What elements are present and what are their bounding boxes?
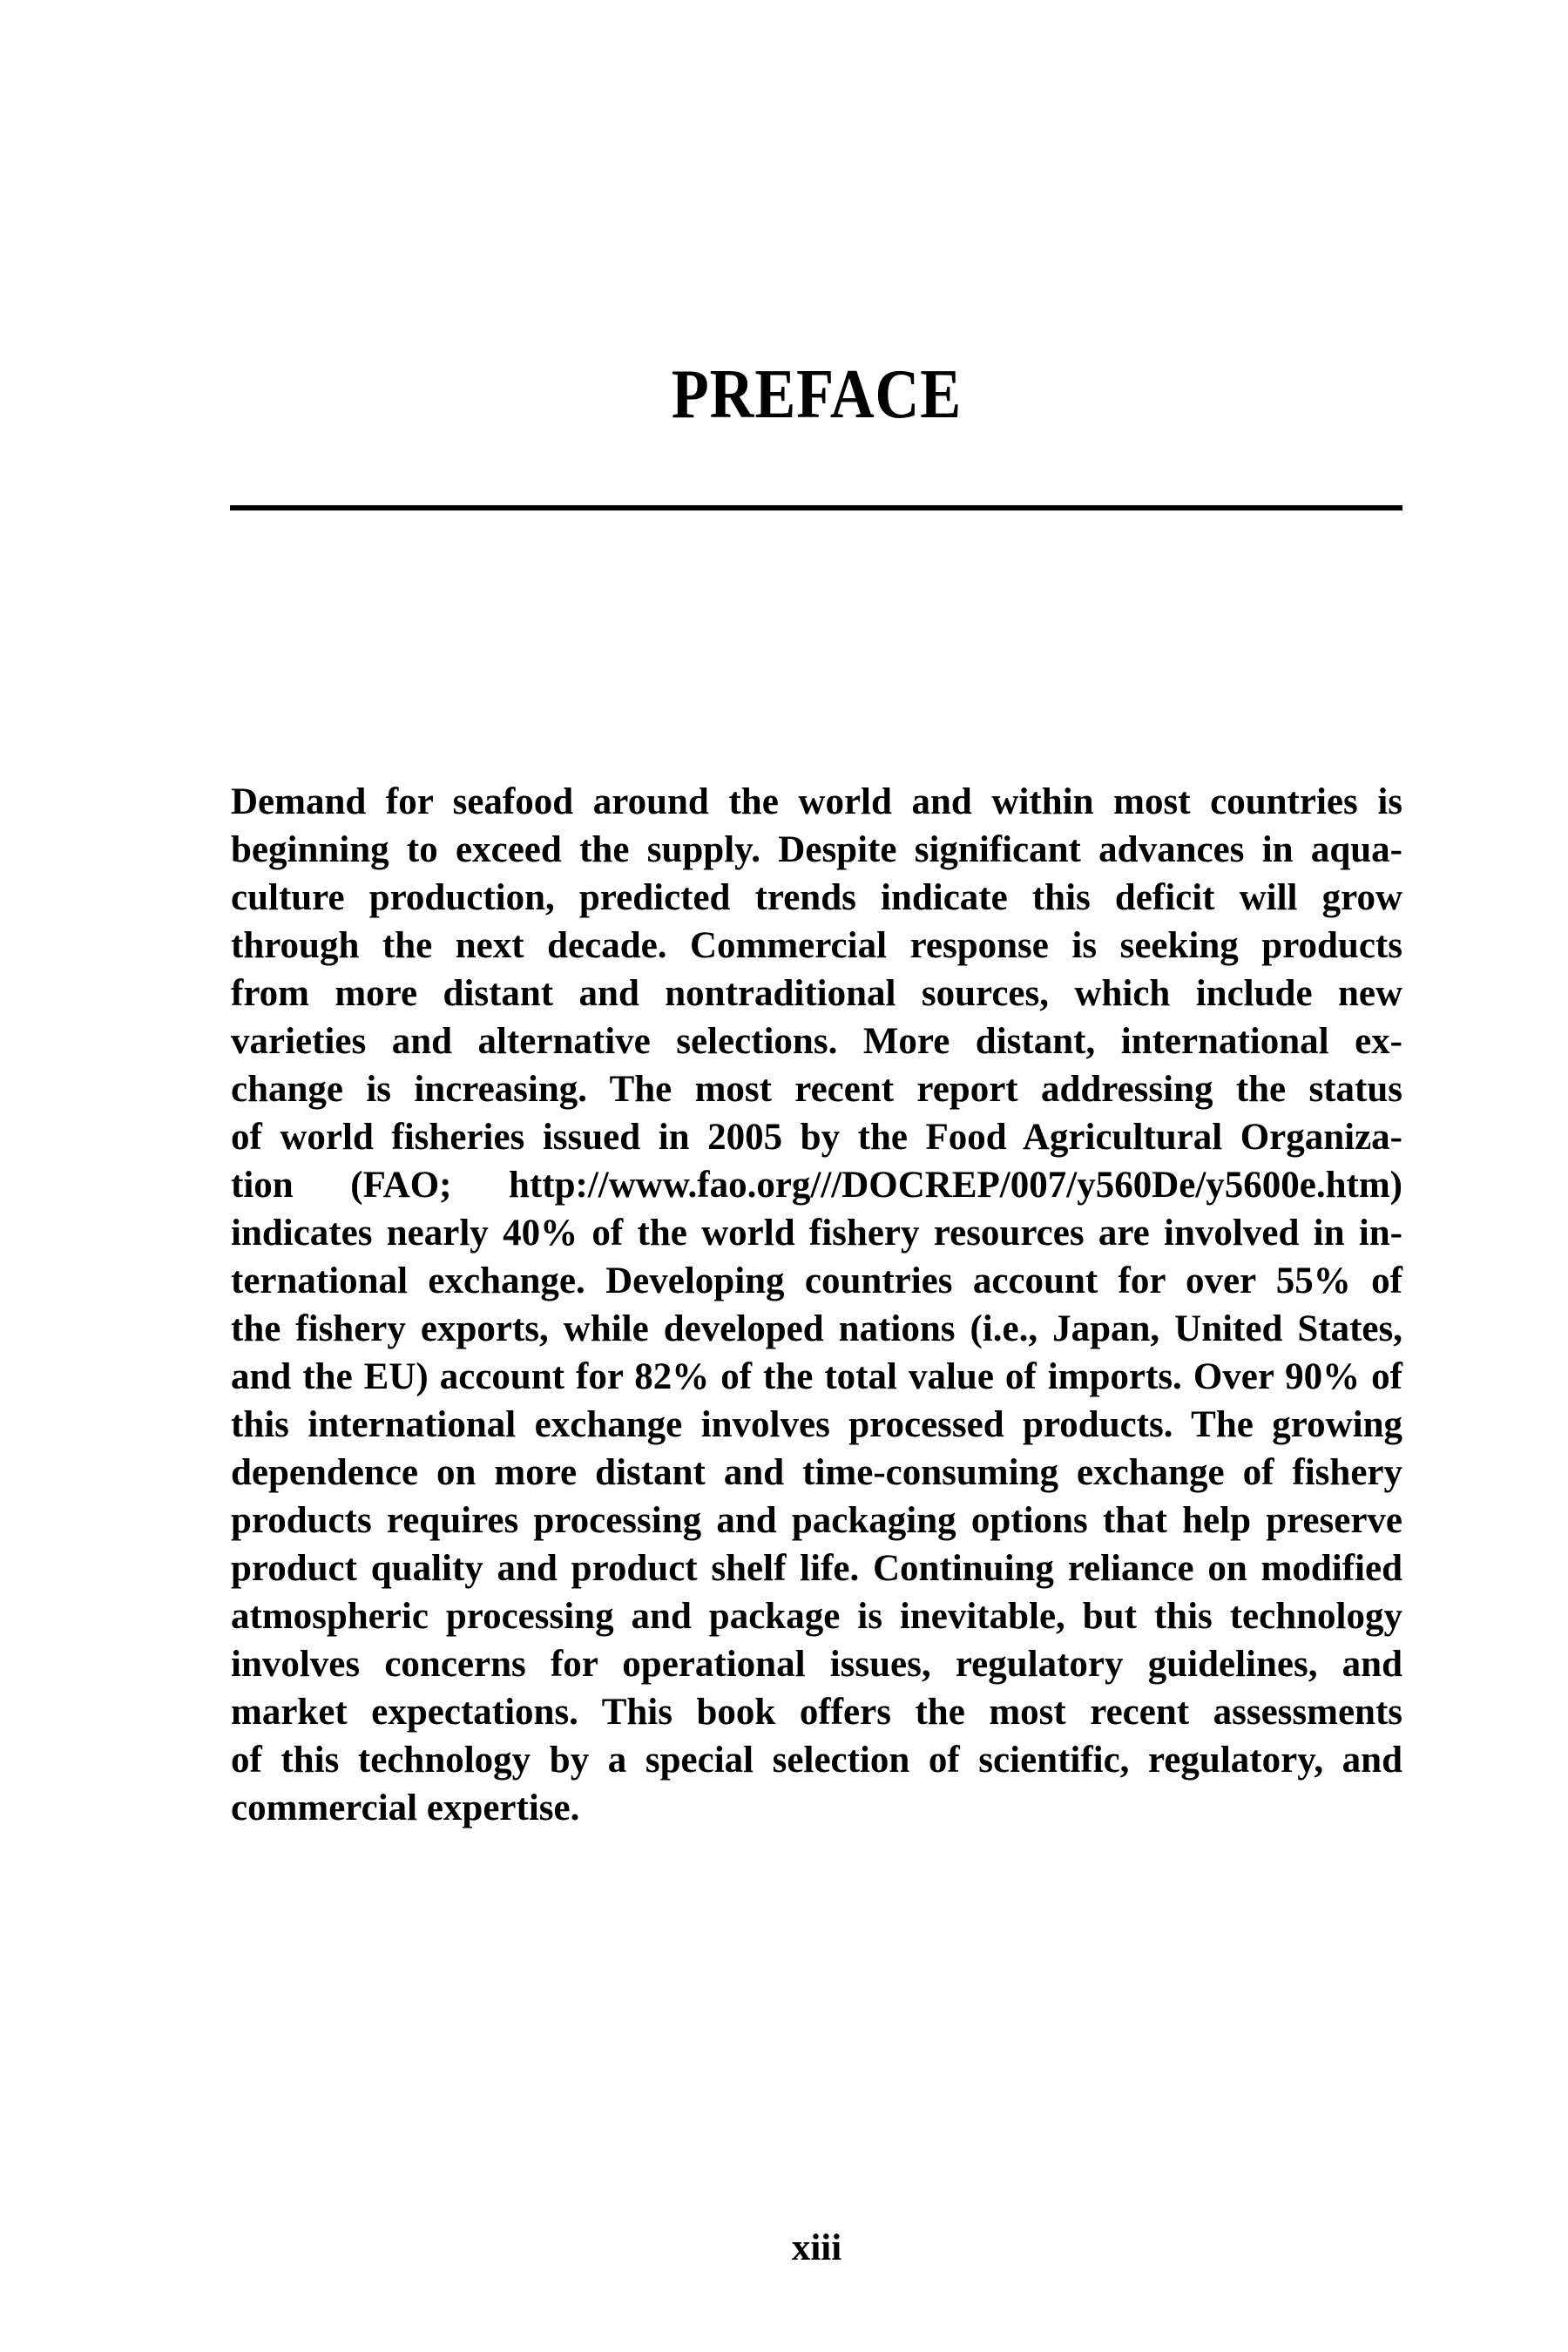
paragraph-line: through the next decade. Commercial response is seeking products: [231, 925, 1402, 966]
page-title-text: PREFACE: [671, 356, 963, 433]
paragraph-line: dependence on more distant and time-consuming exchange of fishery: [231, 1452, 1402, 1493]
paragraph-line: change is increasing. The most recent report addressing the status: [231, 1069, 1402, 1110]
paragraph-line: this international exchange involves processed products. The growing: [231, 1404, 1402, 1445]
paragraph-line: product quality and product shelf life. Continuing reliance on modified: [231, 1548, 1402, 1589]
paragraph-line: tion (FAO; http://www.fao.org///DOCREP/007/y560De/y5600e.htm): [231, 1165, 1402, 1206]
paragraph-line: indicates nearly 40% of the world fishery resources are involved in in-: [231, 1213, 1402, 1254]
paragraph-line: the fishery exports, while developed nations (i.e., Japan, United States,: [231, 1308, 1402, 1349]
paragraph-line: beginning to exceed the supply. Despite significant advances in aqua-: [231, 829, 1402, 870]
paragraph-line: varieties and alternative selections. More distant, international ex-: [231, 1021, 1402, 1062]
paragraph-line: and the EU) account for 82% of the total value of imports. Over 90% of: [231, 1356, 1402, 1397]
title-divider: [230, 505, 1402, 510]
paragraph-line: culture production, predicted trends indicate this deficit will grow: [231, 877, 1402, 918]
paragraph-line: Demand for seafood around the world and within most countries is: [231, 781, 1402, 822]
paragraph-line: atmospheric processing and package is inevitable, but this technology: [231, 1596, 1402, 1637]
paragraph-line: of this technology by a special selection of scientific, regulatory, and: [231, 1740, 1402, 1781]
page-title: [231, 356, 1402, 433]
preface-paragraph: [231, 778, 1402, 1832]
paragraph-line: commercial expertise.: [231, 1788, 580, 1828]
paragraph-line: from more distant and nontraditional sources, which include new: [231, 973, 1402, 1014]
paragraph-line: involves concerns for operational issues, regulatory guidelines, and: [231, 1644, 1402, 1685]
paragraph-line: of world fisheries issued in 2005 by the Food Agricultural Organiza-: [231, 1117, 1402, 1158]
paragraph-line: market expectations. This book offers the most recent assessments: [231, 1692, 1402, 1733]
paragraph-line: products requires processing and packaging options that help preserve: [231, 1500, 1402, 1541]
paragraph-line: ternational exchange. Developing countries account for over 55% of: [231, 1260, 1402, 1301]
page-number: xiii: [791, 2227, 842, 2268]
